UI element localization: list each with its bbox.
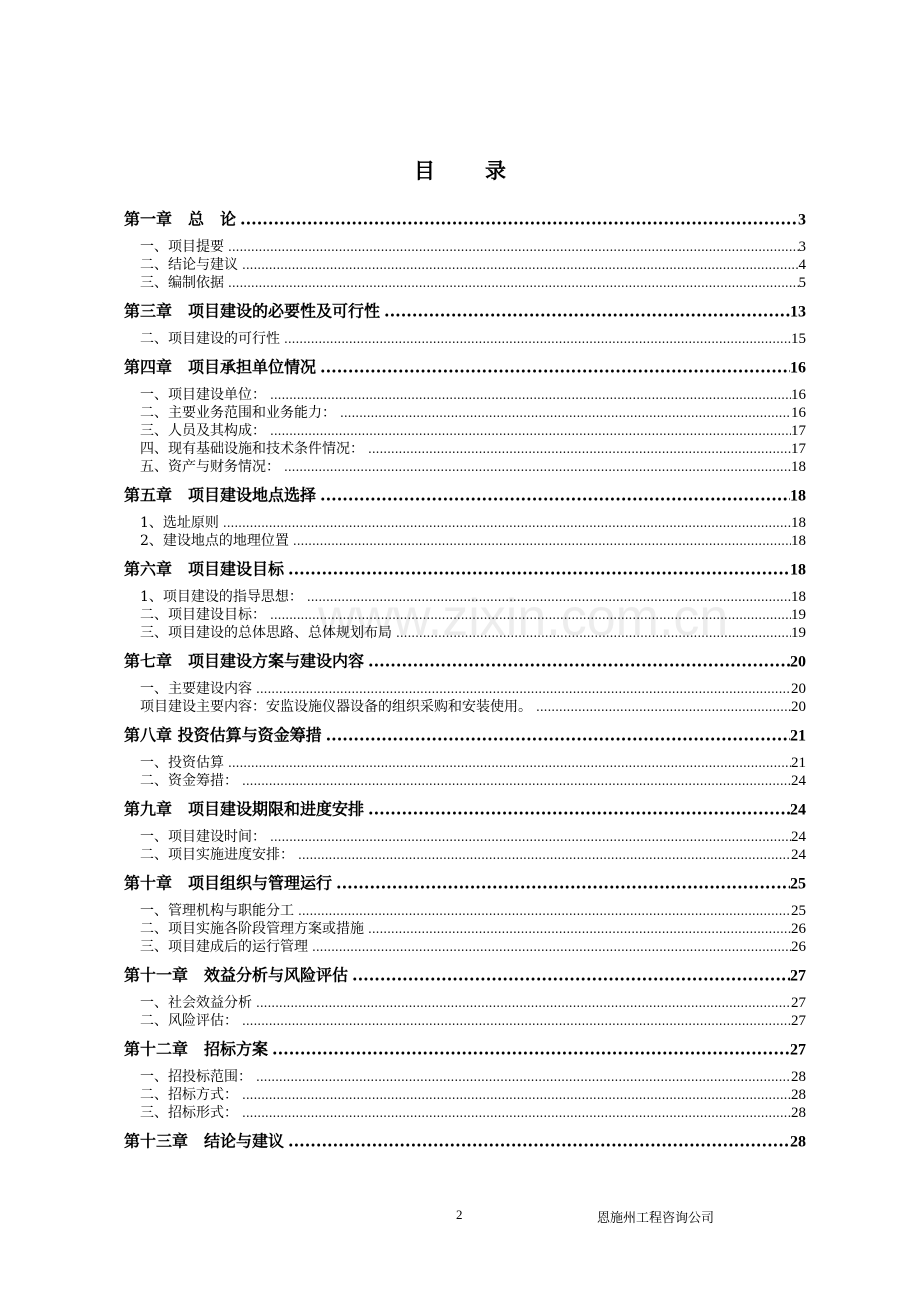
toc-entry-page: 26 (791, 939, 806, 955)
dot-leader (288, 1132, 790, 1151)
dot-leader (242, 1106, 791, 1120)
dot-leader (384, 302, 790, 321)
dot-leader (368, 442, 791, 456)
toc-chapter-entry[interactable] (124, 299, 806, 322)
toc-chapter-entry[interactable] (124, 1037, 806, 1060)
dot-leader (272, 1040, 790, 1059)
toc-section-entry[interactable] (140, 696, 806, 716)
toc-entry-label: 二、结论与建议 (140, 257, 238, 273)
toc-entry-page: 25 (791, 903, 806, 919)
toc-entry-page: 3 (798, 239, 806, 255)
dot-leader (284, 332, 791, 346)
toc-entry-label: 四、现有基础设施和技术条件情况： (140, 441, 364, 457)
dot-leader (240, 210, 798, 229)
toc-chapter-entry[interactable] (124, 963, 806, 986)
toc-section-entry[interactable] (140, 420, 806, 440)
toc-entry-page: 28 (791, 1105, 806, 1121)
toc-entry-page: 20 (791, 681, 806, 697)
toc-section-entry[interactable] (140, 826, 806, 846)
toc-entry-label: 第十三章 结论与建议 (124, 1131, 285, 1151)
toc-section-entry[interactable] (140, 992, 806, 1012)
dot-leader (228, 756, 791, 770)
toc-entry-page: 25 (790, 875, 806, 893)
toc-section-entry[interactable] (140, 254, 806, 274)
dot-leader (536, 700, 791, 714)
toc-chapter-entry[interactable] (124, 557, 806, 580)
toc-entry-page: 24 (791, 847, 806, 863)
dot-leader (242, 258, 799, 272)
dot-leader (312, 940, 791, 954)
toc-entry-label: 二、项目建设的可行性 (140, 331, 280, 347)
toc-entry-label: 一、社会效益分析 (140, 995, 252, 1011)
toc-section-entry[interactable] (140, 328, 806, 348)
toc-entry-page: 13 (790, 303, 806, 321)
toc-section-entry[interactable] (140, 1066, 806, 1086)
dot-leader (223, 516, 791, 530)
toc-entry-page: 5 (798, 275, 806, 291)
dot-leader (256, 682, 791, 696)
toc-entry-label: 第一章 总 论 (124, 209, 237, 229)
toc-chapter-entry[interactable] (124, 355, 806, 378)
toc-section-entry[interactable] (140, 236, 806, 256)
toc-entry-label: 第六章 项目建设目标 (124, 559, 285, 579)
dot-leader (320, 358, 790, 377)
toc-entry-label: 三、招标形式： (140, 1105, 238, 1121)
toc-entry-page: 28 (791, 1087, 806, 1103)
toc-entry-page: 26 (791, 921, 806, 937)
dot-leader (368, 652, 790, 671)
toc-entry-label: 第十一章 效益分析与风险评估 (124, 965, 349, 985)
toc-section-entry[interactable] (140, 272, 806, 292)
toc-entry-label: 1、项目建设的指导思想： (140, 589, 303, 605)
dot-leader (242, 1014, 791, 1028)
toc-entry-page: 16 (791, 405, 806, 421)
toc-entry-label: 三、项目建设的总体思路、总体规划布局 (140, 625, 392, 641)
toc-entry-page: 19 (791, 625, 806, 641)
dot-leader (284, 460, 791, 474)
toc-entry-page: 16 (791, 387, 806, 403)
toc-section-entry[interactable] (140, 512, 806, 532)
toc-entry-page: 18 (791, 589, 806, 605)
toc-chapter-entry[interactable] (124, 797, 806, 820)
toc-section-entry[interactable] (140, 678, 806, 698)
toc-section-entry[interactable] (140, 1102, 806, 1122)
dot-leader (270, 388, 791, 402)
dot-leader (352, 966, 790, 985)
dot-leader (326, 726, 790, 745)
toc-entry-label: 第十二章 招标方案 (124, 1039, 269, 1059)
toc-section-entry[interactable] (140, 936, 806, 956)
toc-entry-label: 一、管理机构与职能分工 (140, 903, 294, 919)
toc-entry-label: 二、风险评估： (140, 1013, 238, 1029)
toc-entry-label: 第四章 项目承担单位情况 (124, 357, 317, 377)
toc-chapter-entry[interactable] (124, 871, 806, 894)
toc-section-entry[interactable] (140, 752, 806, 772)
toc-entry-page: 27 (791, 995, 806, 1011)
toc-section-entry[interactable] (140, 402, 806, 422)
toc-section-entry[interactable] (140, 1084, 806, 1104)
toc-section-entry[interactable] (140, 438, 806, 458)
dot-leader (396, 626, 791, 640)
toc-section-entry[interactable] (140, 530, 806, 550)
toc-entry-label: 一、项目提要 (140, 239, 224, 255)
watermark: www.zixin.com.cn (318, 589, 729, 647)
dot-leader (368, 922, 791, 936)
toc-chapter-entry[interactable] (124, 207, 806, 230)
toc-section-entry[interactable] (140, 770, 806, 790)
toc-section-entry[interactable] (140, 586, 806, 606)
toc-entry-label: 一、招投标范围： (140, 1069, 252, 1085)
footer-company: 恩施州工程咨询公司 (597, 1211, 715, 1226)
toc-entry-page: 21 (791, 755, 806, 771)
toc-entry-page: 19 (791, 607, 806, 623)
toc-entry-label: 第八章 投资估算与资金筹措 (124, 725, 322, 745)
dot-leader (340, 406, 791, 420)
toc-entry-label: 二、招标方式： (140, 1087, 238, 1103)
dot-leader (270, 608, 791, 622)
toc-entry-page: 24 (791, 773, 806, 789)
toc-entry-label: 二、主要业务范围和业务能力： (140, 405, 336, 421)
dot-leader (270, 424, 791, 438)
toc-entry-page: 18 (791, 459, 806, 475)
toc-entry-label: 第五章 项目建设地点选择 (124, 485, 317, 505)
toc-entry-page: 28 (791, 1069, 806, 1085)
toc-entry-label: 二、项目建设目标： (140, 607, 266, 623)
toc-entry-page: 18 (790, 561, 806, 579)
toc-entry-label: 三、项目建成后的运行管理 (140, 939, 308, 955)
toc-section-entry[interactable] (140, 844, 806, 864)
dot-leader (228, 240, 799, 254)
toc-section-entry[interactable] (140, 604, 806, 624)
dot-leader (288, 560, 790, 579)
toc-entry-page: 28 (790, 1133, 806, 1151)
dot-leader (242, 774, 791, 788)
toc-entry-page: 15 (791, 331, 806, 347)
toc-entry-label: 二、资金筹措： (140, 773, 238, 789)
dot-leader (228, 276, 799, 290)
toc-section-entry[interactable] (140, 918, 806, 938)
toc-entry-page: 27 (790, 1041, 806, 1059)
dot-leader (256, 996, 791, 1010)
toc-section-entry[interactable] (140, 384, 806, 404)
toc-entry-page: 24 (791, 829, 806, 845)
toc-entry-label: 第十章 项目组织与管理运行 (124, 873, 333, 893)
dot-leader (336, 874, 790, 893)
toc-entry-label: 三、编制依据 (140, 275, 224, 291)
toc-entry-page: 20 (791, 699, 806, 715)
toc-entry-label: 2、建设地点的地理位置 (140, 533, 289, 549)
toc-entry-label: 五、资产与财务情况： (140, 459, 280, 475)
toc-entry-page: 21 (790, 727, 806, 745)
dot-leader (320, 486, 790, 505)
toc-entry-label: 二、项目实施进度安排： (140, 847, 294, 863)
toc-entry-page: 3 (798, 211, 806, 229)
toc-entry-page: 27 (791, 1013, 806, 1029)
toc-chapter-entry[interactable] (124, 649, 806, 672)
dot-leader (256, 1070, 791, 1084)
dot-leader (293, 534, 791, 548)
toc-entry-page: 17 (791, 423, 806, 439)
toc-entry-page: 18 (791, 515, 806, 531)
toc-entry-label: 一、主要建设内容 (140, 681, 252, 697)
toc-entry-label: 项目建设主要内容：安监设施仪器设备的组织采购和安装使用。 (140, 699, 532, 715)
toc-entry-label: 第九章 项目建设期限和进度安排 (124, 799, 365, 819)
toc-entry-label: 一、项目建设时间： (140, 829, 266, 845)
toc-entry-page: 24 (790, 801, 806, 819)
toc-section-entry[interactable] (140, 456, 806, 476)
toc-entry-page: 27 (790, 967, 806, 985)
dot-leader (368, 800, 790, 819)
toc-chapter-entry[interactable] (124, 483, 806, 506)
dot-leader (298, 848, 791, 862)
toc-entry-page: 4 (798, 257, 806, 273)
toc-entry-page: 17 (791, 441, 806, 457)
toc-entry-label: 一、项目建设单位： (140, 387, 266, 403)
toc-section-entry[interactable] (140, 900, 806, 920)
page-title: 目录 (414, 158, 556, 183)
dot-leader (307, 590, 791, 604)
toc-entry-label: 1、选址原则 (140, 515, 219, 531)
toc-entry-label: 第三章 项目建设的必要性及可行性 (124, 301, 381, 321)
toc-entry-label: 一、投资估算 (140, 755, 224, 771)
toc-chapter-entry[interactable] (124, 1129, 806, 1152)
toc-chapter-entry[interactable] (124, 723, 806, 746)
toc-entry-page: 18 (791, 533, 806, 549)
dot-leader (298, 904, 791, 918)
toc-section-entry[interactable] (140, 622, 806, 642)
toc-entry-page: 18 (790, 487, 806, 505)
toc-entry-label: 三、人员及其构成： (140, 423, 266, 439)
dot-leader (242, 1088, 791, 1102)
dot-leader (270, 830, 791, 844)
toc-section-entry[interactable] (140, 1010, 806, 1030)
footer-page-number: 2 (456, 1207, 463, 1222)
toc-entry-page: 16 (790, 359, 806, 377)
toc-entry-page: 20 (790, 653, 806, 671)
toc-entry-label: 二、项目实施各阶段管理方案或措施 (140, 921, 364, 937)
toc-entry-label: 第七章 项目建设方案与建设内容 (124, 651, 365, 671)
